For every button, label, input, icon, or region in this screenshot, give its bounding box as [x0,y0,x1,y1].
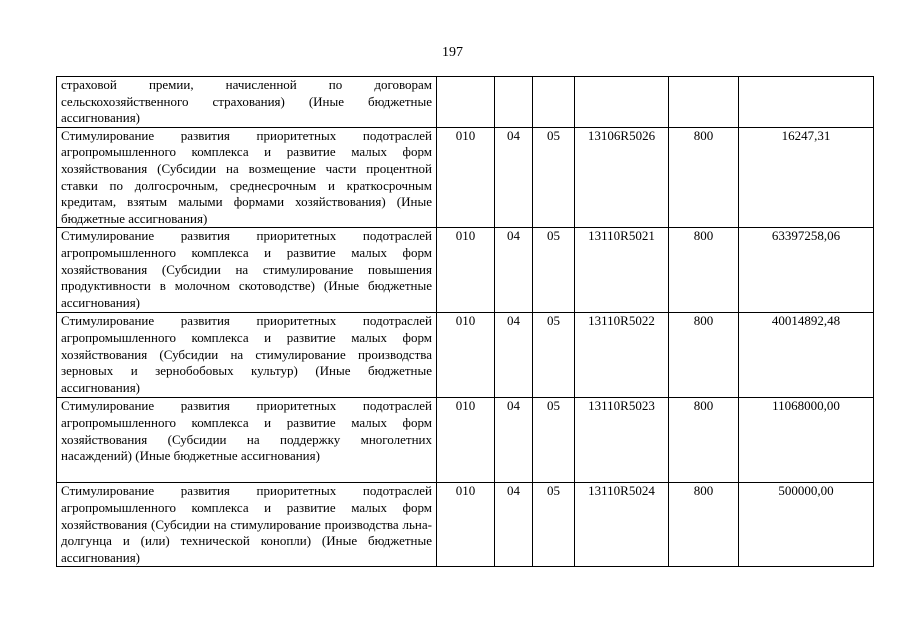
subsection-code-cell: 05 [533,313,575,398]
target-article-cell: 13106R5026 [575,127,669,228]
section-code-cell: 04 [495,398,533,483]
table-row [57,77,874,128]
section-code-cell: 04 [495,483,533,567]
ministry-code-cell [437,77,495,128]
page-number: 197 [442,45,463,60]
ministry-code-cell: 010 [437,127,495,228]
subsection-code-cell: 05 [533,228,575,313]
table-row [57,127,874,228]
row-description: Стимулирование развития приоритетных подотраслей агропромышленного комплекса и развитие малых форм хозяйствования (Субсидии на поддержку многолетних насаждений) (Иные бюджетные ассигнования) [57,398,437,483]
expense-type-cell [669,77,739,128]
target-article-cell: 13110R5024 [575,483,669,567]
row-description: Стимулирование развития приоритетных подотраслей агропромышленного комплекса и развитие малых форм хозяйствования (Субсидии на возмещение части процентной ставки по долгосрочным, среднесрочным и краткосрочным кредитам, взятым малыми формами хозяйствования) (Иные бюджетные ассигнования) [57,127,437,228]
ministry-code-cell: 010 [437,313,495,398]
row-description: Стимулирование развития приоритетных подотраслей агропромышленного комплекса и развитие малых форм хозяйствования (Субсидии на стимулирование производства льна-долгунца и (или) технической конопли) (Иные бюджетные ассигнования) [57,483,437,567]
target-article-cell: 13110R5022 [575,313,669,398]
ministry-code-cell: 010 [437,483,495,567]
amount-cell: 500000,00 [739,483,874,567]
target-article-cell: 13110R5023 [575,398,669,483]
target-article-cell [575,77,669,128]
table-row [57,228,874,313]
table-row [57,313,874,398]
section-code-cell: 04 [495,313,533,398]
amount-cell: 63397258,06 [739,228,874,313]
target-article-cell: 13110R5021 [575,228,669,313]
row-description: Стимулирование развития приоритетных подотраслей агропромышленного комплекса и развитие малых форм хозяйствования (Субсидии на стимулирование производства зерновых и зернобобовых культур) (Иные бюджетные ассигнования) [57,313,437,398]
section-code-cell: 04 [495,228,533,313]
expense-type-cell: 800 [669,483,739,567]
expense-type-cell: 800 [669,398,739,483]
subsection-code-cell: 05 [533,398,575,483]
row-description: страховой премии, начисленной по договорам сельскохозяйственного страхования) (Иные бюджетные ассигнования) [57,77,437,128]
table-row [57,398,874,483]
section-code-cell: 04 [495,127,533,228]
ministry-code-cell: 010 [437,398,495,483]
amount-cell: 11068000,00 [739,398,874,483]
section-code-cell [495,77,533,128]
subsection-code-cell: 05 [533,483,575,567]
expense-type-cell: 800 [669,127,739,228]
amount-cell [739,77,874,128]
expense-type-cell: 800 [669,313,739,398]
budget-table [56,76,874,567]
amount-cell: 40014892,48 [739,313,874,398]
row-description: Стимулирование развития приоритетных подотраслей агропромышленного комплекса и развитие малых форм хозяйствования (Субсидии на стимулирование повышения продуктивности в молочном скотоводстве) (Иные бюджетные ассигнования) [57,228,437,313]
ministry-code-cell: 010 [437,228,495,313]
subsection-code-cell: 05 [533,127,575,228]
table-row [57,483,874,567]
expense-type-cell: 800 [669,228,739,313]
amount-cell: 16247,31 [739,127,874,228]
subsection-code-cell [533,77,575,128]
